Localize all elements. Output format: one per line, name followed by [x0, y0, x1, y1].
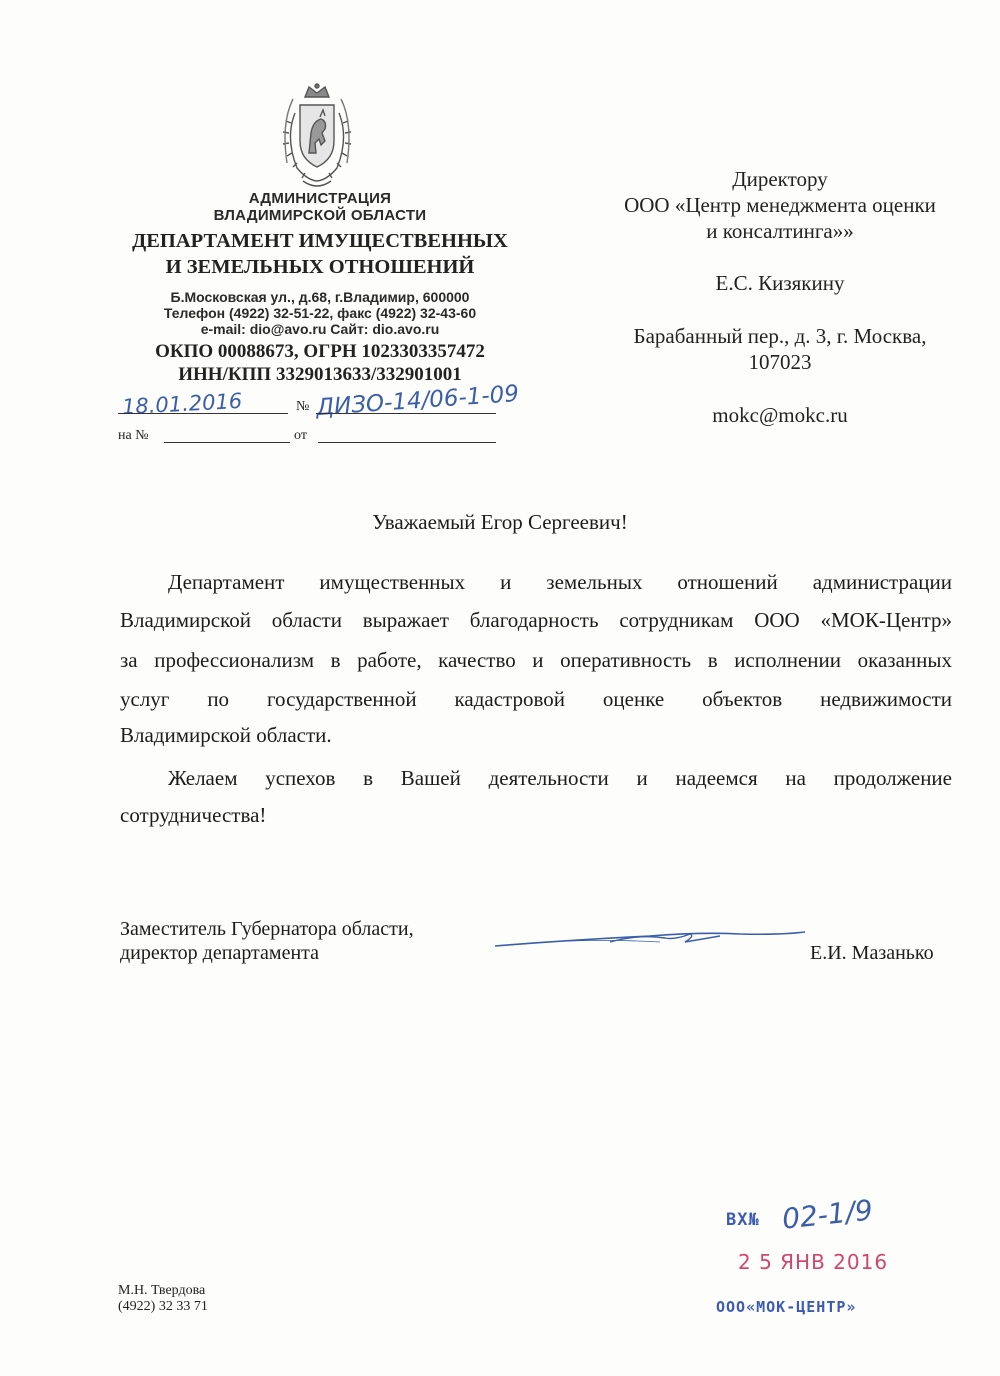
- signatory-name: Е.И. Мазанько: [810, 942, 934, 964]
- dept-address: Б.Московская ул., д.68, г.Владимир, 600000: [170, 289, 470, 305]
- reply-number-underline: [164, 442, 290, 443]
- body-paragraph2-line: Желаем успехов в Вашей деятельности и надеемся на продолжение: [168, 766, 952, 790]
- body-paragraph1-line: Департамент имущественных и земельных отношений администрации: [168, 570, 952, 594]
- dept-name-line2: И ЗЕМЕЛЬНЫХ ОТНОШЕНИЙ: [165, 256, 475, 278]
- incoming-stamp-label: ВХ№: [726, 1210, 760, 1230]
- dept-phone: Телефон (4922) 32-51-22, факс (4922) 32-43-60: [163, 305, 477, 321]
- dept-okpo-ogrn: ОКПО 00088673, ОГРН 1023303357472: [155, 341, 485, 362]
- dept-name-line1: ДЕПАРТАМЕНТ ИМУЩЕСТВЕННЫХ: [132, 230, 508, 252]
- executor-phone: (4922) 32 33 71: [118, 1299, 208, 1314]
- body-paragraph1-line: Владимирской области выражает благодарность сотрудникам ООО «МОК-Центр»: [120, 608, 952, 632]
- addressee-email: mokc@mokc.ru: [712, 403, 848, 427]
- addressee-address-line1: Барабанный пер., д. 3, г. Москва,: [633, 324, 927, 348]
- dept-inn-kpp: ИНН/КПП 3329013633/332901001: [178, 364, 462, 385]
- coat-of-arms-icon: [267, 83, 367, 193]
- body-paragraph1-line: за профессионализм в работе, качество и оперативность в исполнении оказанных: [120, 648, 952, 672]
- incoming-stamp-org: ООО«МОК-ЦЕНТР»: [716, 1298, 857, 1316]
- incoming-stamp-date: 2 5 ЯНВ 2016: [738, 1250, 889, 1274]
- executor-name: М.Н. Твердова: [118, 1283, 206, 1298]
- body-paragraph2-line: сотрудничества!: [120, 803, 267, 827]
- handwritten-number: ДИЗО-14/06-1-09: [315, 380, 520, 422]
- addressee-company-line2: и консалтинга»»: [706, 219, 854, 243]
- body-paragraph1-line: Владимирской области.: [120, 723, 332, 747]
- signatory-position-line2: директор департамента: [120, 942, 320, 964]
- handwritten-signature: [490, 922, 810, 952]
- addressee-name: Е.С. Кизякину: [715, 271, 845, 295]
- from-label: от: [294, 428, 307, 443]
- incoming-number-handwritten: 02-1/9: [780, 1193, 875, 1236]
- addressee-address-line2: 107023: [748, 350, 812, 374]
- handwritten-date: 18.01.2016: [121, 388, 243, 420]
- dept-email-site: e-mail: dio@avo.ru Сайт: dio.avo.ru: [200, 321, 440, 337]
- addressee-title: Директору: [732, 167, 828, 191]
- admin-name-line1: АДМИНИСТРАЦИЯ: [248, 190, 392, 207]
- date-underline: [118, 413, 288, 414]
- admin-name-line2: ВЛАДИМИРСКОЙ ОБЛАСТИ: [213, 207, 427, 224]
- greeting: Уважаемый Егор Сергеевич!: [372, 510, 628, 534]
- reply-to-label: на №: [118, 428, 149, 443]
- addressee-company-line1: ООО «Центр менеджмента оценки: [624, 193, 936, 217]
- body-paragraph1-line: услуг по государственной кадастровой оценке объектов недвижимости: [120, 687, 952, 711]
- number-underline: [316, 413, 496, 414]
- from-date-underline: [318, 442, 496, 443]
- number-sign: №: [296, 399, 310, 414]
- signatory-position-line1: Заместитель Губернатора области,: [120, 918, 414, 940]
